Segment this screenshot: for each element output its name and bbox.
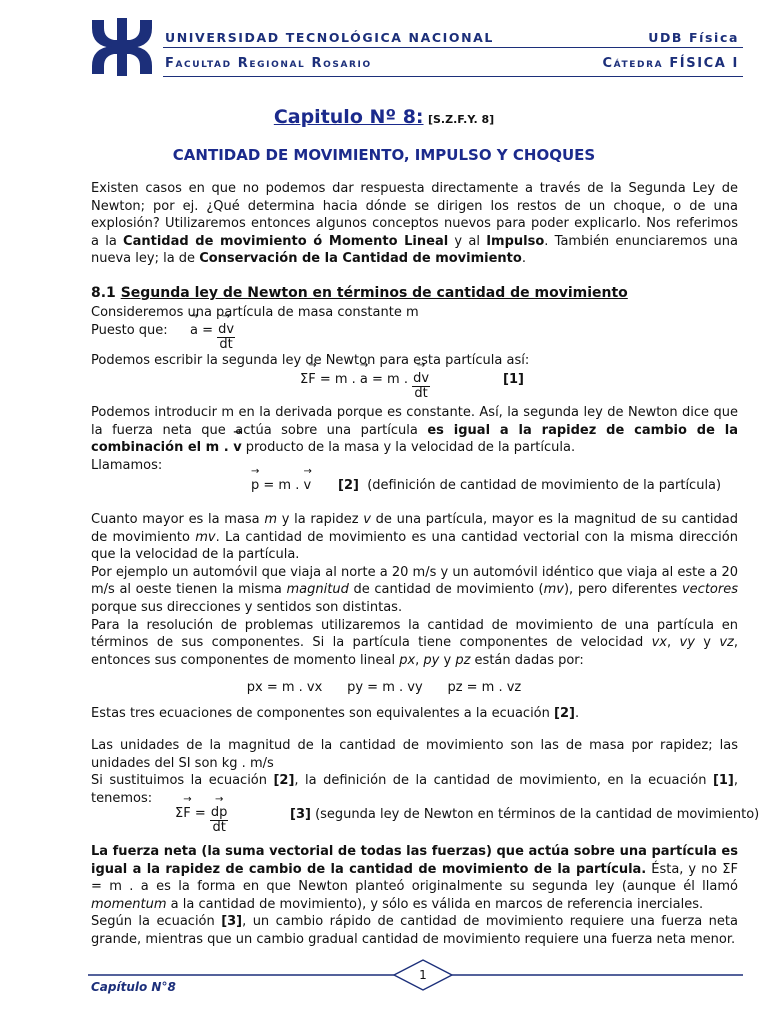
- fraction-dv-eq1: → dv: [412, 372, 430, 387]
- section-heading: [91, 285, 628, 301]
- mass-vz: vz: [719, 635, 734, 651]
- equiv-ref: [2]: [554, 706, 575, 721]
- units-text-4: , tenemos:: [91, 773, 739, 806]
- units-text-1: Las unidades de la magnitud de la cantidad de movimiento son las de masa por rapidez; las unidades del SI son kg . m/s: [91, 738, 738, 771]
- mass-text-9: Para la resolución de problemas utilizaremos la cantidad de movimiento de una partícula en términos de sus componentes. Si la partícula tiene componentes de velocidad: [91, 617, 738, 651]
- udb-label: UDB Física: [648, 30, 739, 45]
- fraction-dv: → dv: [217, 323, 235, 338]
- mass-v: v: [363, 512, 371, 527]
- units-text-2: Si sustituimos la ecuación: [91, 773, 274, 789]
- eq-m-dot: = m .: [315, 372, 360, 387]
- sigma-symbol: Σ: [300, 372, 309, 387]
- mass-vectores: vectores: [681, 582, 738, 598]
- sigma-symbol-eq3: Σ: [175, 806, 184, 821]
- mass-text-11: están dadas por:: [470, 652, 584, 668]
- final-bold: La fuerza neta (la suma vectorial de todas las fuerzas) que actúa sobre una partícula es igual a la rapidez de cambio de la cantidad de movimiento de la partícula.: [91, 844, 738, 877]
- mass-comma-2: ,: [415, 652, 424, 668]
- faculty-name: Facultad Regional Rosario: [165, 56, 372, 71]
- mass-text-4: . La cantidad de movimiento es una cantidad vectorial con la misma dirección que la velocidad de la partícula.: [91, 529, 738, 563]
- intro-paragraph: [91, 180, 738, 268]
- intro-text-4: .: [521, 251, 526, 267]
- page-header: [88, 18, 743, 76]
- dp-dt-fraction: [210, 806, 229, 835]
- mass-text-6: de cantidad de movimiento (: [348, 582, 544, 598]
- vector-p: → p: [251, 478, 259, 493]
- mass-vx: vx: [651, 635, 667, 651]
- final-ref-3: [3]: [221, 914, 243, 930]
- mass-text-8: porque sus direcciones y sentidos son distintas.: [91, 599, 403, 615]
- deriv-vector-v: → v: [233, 439, 241, 457]
- equiv-dot: .: [574, 706, 580, 721]
- mass-vy: vy: [679, 635, 695, 651]
- equation-3: [175, 806, 228, 835]
- final-text-3: a la cantidad de movimiento), y sólo es válida en marcos de referencia inerciales.: [166, 896, 704, 912]
- mass-and-2: y: [439, 652, 456, 668]
- fraction-dt: dt: [219, 337, 233, 352]
- equation-2-tag: [2]: [338, 478, 359, 493]
- equation-3-tag: [3]: [290, 807, 311, 822]
- equation-2-label: [338, 478, 721, 493]
- final-text-2: es la forma en que Newton planteó originalmente su segunda ley (aunque él llamó: [148, 879, 738, 895]
- units-ref-1: [1]: [712, 773, 734, 789]
- final-text-1: Ésta, y no: [646, 861, 723, 877]
- dv-dt-fraction: [217, 323, 235, 352]
- intro-term-cantidad: Cantidad de movimiento ó Momento Lineal: [123, 233, 449, 249]
- paragraph-derivative: [91, 404, 738, 457]
- intro-text-1: Existen casos en que no podemos dar respuesta directamente a través de la Segunda Ley de Newton; por ej. ¿Qué determina hacia dónde se dirigen los restos de un choque, o de una explosión? Utilizaremos entonces algunos conceptos nuevos para poder explicarlo. Nos referimos a la: [91, 181, 738, 249]
- units-ref-2: [2]: [273, 773, 295, 789]
- mass-m: m: [264, 512, 278, 527]
- paragraph-mass: [91, 511, 738, 669]
- component-equations: px = m . vx py = m . vy pz = m . vz: [246, 680, 522, 695]
- vector-a: → a: [190, 323, 198, 338]
- mass-comma-1: ,: [667, 635, 680, 651]
- podemos-line: Podemos escribir la segunda ley de Newton para esta partícula así:: [91, 353, 530, 368]
- final-equation: ΣF = m . a: [91, 861, 738, 895]
- equation-3-definition: (segunda ley de Newton en términos de la cantidad de movimiento): [315, 807, 760, 822]
- consider-line: Consideremos una partícula de masa constante m: [91, 305, 419, 320]
- chapter-title: Capitulo Nº 8:: [273, 106, 424, 128]
- mass-and-1: y: [694, 635, 720, 651]
- mass-mv-2: mv: [543, 582, 564, 598]
- puesto-line: [91, 323, 235, 352]
- final-text-4: Según la ecuación: [91, 914, 222, 930]
- deriv-text-2: producto de la masa y la velocidad de la partícula.: [241, 440, 576, 456]
- mass-pz: pz: [455, 652, 471, 668]
- equation-1-tag: [1]: [503, 372, 524, 387]
- intro-text-3: . También enunciaremos una nueva ley; la de: [91, 233, 738, 267]
- mass-px: px: [399, 652, 416, 668]
- university-name: UNIVERSIDAD TECNOLÓGICA NACIONAL: [165, 30, 495, 45]
- chapter-subtitle: CANTIDAD DE MOVIMIENTO, IMPULSO Y CHOQUES: [172, 146, 596, 164]
- deriv-bold: es igual a la rapidez de cambio de la combinación el m .: [91, 422, 738, 456]
- fraction-dt-eq3: dt: [212, 820, 226, 835]
- eq2-m-dot: = m .: [259, 478, 304, 493]
- vector-a-eq1: → a: [360, 372, 368, 387]
- llamamos-line: Llamamos:: [91, 458, 163, 473]
- paragraph-final: [91, 843, 738, 949]
- mass-text-5: Por ejemplo un automóvil que viaja al norte a 20 m/s y un automóvil idéntico que viaja al este a 20 m/s al oeste tienen la misma: [91, 564, 738, 598]
- final-text-5: , un cambio rápido de cantidad de movimiento requiere una fuerza neta grande, mientras que un cambio gradual cantidad de movimiento requiere una fuerza neta menor.: [91, 914, 738, 947]
- mass-text-2: y la rapidez: [277, 512, 364, 527]
- vector-F: → F: [308, 372, 315, 387]
- vector-v: → v: [303, 478, 311, 493]
- section-number: 8.1: [91, 285, 121, 301]
- chapter-heading: [0, 106, 768, 128]
- chapter-reference: [S.Z.F.Y. 8]: [427, 113, 495, 126]
- fraction-dp: → dp: [210, 806, 229, 821]
- header-divider: [163, 47, 743, 48]
- dv-dt-fraction-eq1: [412, 372, 430, 401]
- mass-mv: mv: [195, 529, 216, 545]
- equation-2: [251, 478, 311, 493]
- equation-1: [300, 372, 430, 401]
- final-momentum: momentum: [91, 896, 167, 912]
- equivalence-line: [91, 706, 579, 721]
- puesto-label: Puesto que:: [91, 323, 168, 338]
- equiv-text: Estas tres ecuaciones de componentes son equivalentes a la ecuación: [91, 706, 555, 721]
- intro-term-impulso: Impulso: [486, 233, 545, 249]
- eq-m-dot-2: = m .: [367, 372, 413, 387]
- page-number: 1: [419, 968, 427, 982]
- utn-logo: [88, 18, 156, 76]
- mass-text-10: , entonces sus componentes de momento lineal: [91, 635, 738, 668]
- catedra-label: Cátedra FÍSICA I: [602, 56, 739, 71]
- vector-F-eq3: → F: [183, 806, 190, 821]
- mass-text-3: de una partícula, mayor es la magnitud de su cantidad de movimiento: [91, 512, 738, 545]
- section-title: Segunda ley de Newton en términos de cantidad de movimiento: [120, 285, 628, 301]
- mass-magnitud: magnitud: [286, 582, 349, 598]
- fraction-dt-eq1: dt: [414, 386, 428, 401]
- equals-sign-eq3: =: [190, 806, 210, 821]
- footer-chapter: Capítulo N°8: [91, 980, 176, 994]
- mass-text-1: Cuanto mayor es la masa: [91, 512, 265, 527]
- intro-text-2: y al: [448, 233, 487, 249]
- units-text-3: , la definición de la cantidad de movimiento, en la ecuación: [294, 773, 713, 789]
- header-bottom-line: [163, 76, 743, 77]
- mass-py: py: [423, 652, 440, 668]
- deriv-text-1: Podemos introducir m en la derivada porque es constante. Así, la segunda ley de Newton dice que la fuerza neta que actúa sobre una partícula: [91, 405, 738, 438]
- equation-2-definition: (definición de cantidad de movimiento de la partícula): [367, 478, 722, 493]
- header-row-bottom: [163, 50, 743, 76]
- intro-term-conservacion: Conservación de la Cantidad de movimiento: [199, 251, 522, 267]
- equals-sign: =: [197, 323, 218, 338]
- mass-text-7: ), pero diferentes: [563, 582, 682, 598]
- equation-3-label: [290, 807, 759, 822]
